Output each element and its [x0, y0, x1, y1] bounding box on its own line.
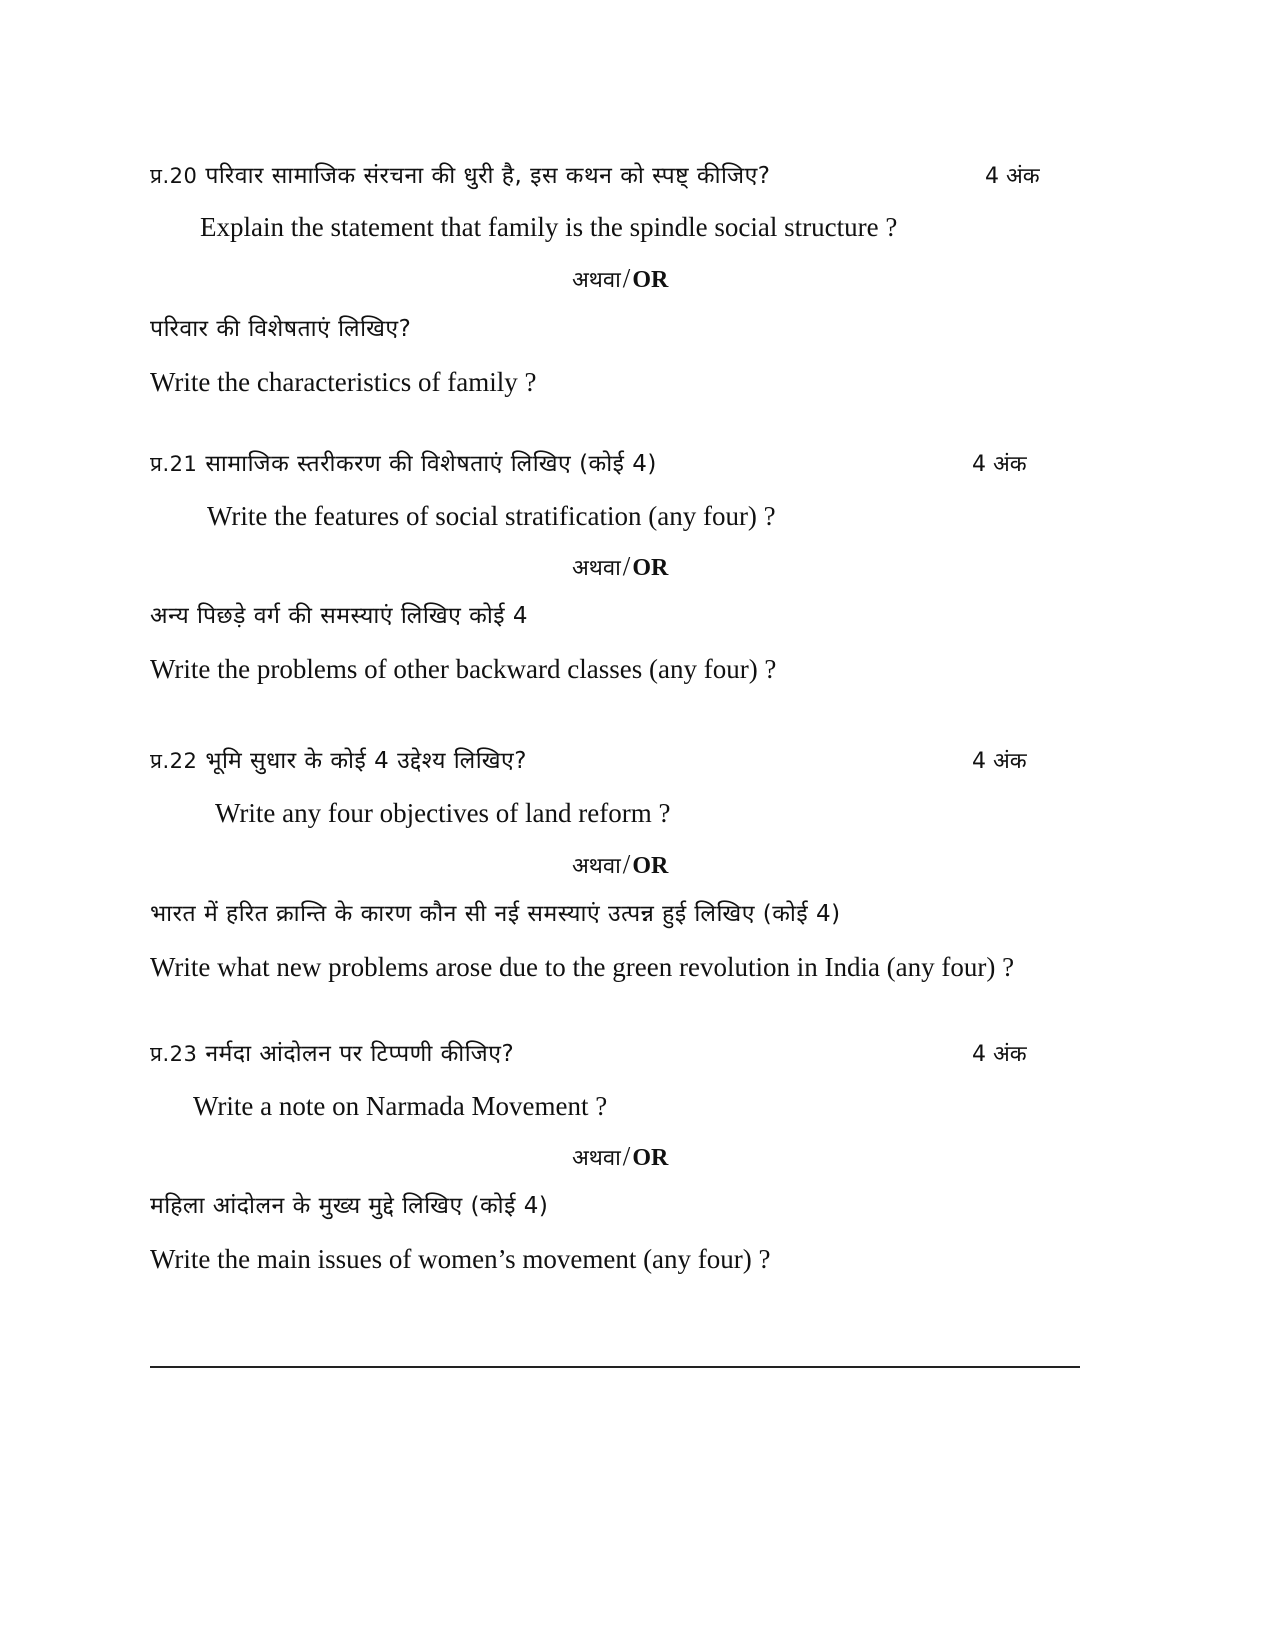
- q23-english-text: Write a note on Narmada Movement ?: [193, 1091, 608, 1121]
- q21-alt-english-text: Write the problems of other backward classes (any four) ?: [150, 654, 777, 684]
- q22-alt-hindi-text: भारत में हरित क्रान्ति के कारण कौन सी नई समस्याएं उत्पन्न हुई लिखिए (कोई 4): [150, 901, 841, 927]
- q21-or-hindi: अथवा: [572, 556, 621, 581]
- q23-alt-english-text: Write the main issues of women’s movement (any four) ?: [150, 1244, 771, 1274]
- q20-number: प्र.20: [150, 164, 198, 188]
- q23-or-slash: /: [622, 1141, 631, 1171]
- q23-hindi-text: नर्मदा आंदोलन पर टिप्पणी कीजिए?: [205, 1041, 515, 1067]
- q22-or-separator: [572, 851, 668, 878]
- q22-number: प्र.22: [150, 749, 198, 773]
- q20-or-slash: /: [622, 263, 631, 293]
- q22-or-english: OR: [632, 853, 669, 879]
- q21-or-separator: [572, 553, 668, 580]
- section-end-rule: [150, 1366, 1080, 1368]
- q22-hindi-text: भूमि सुधार के कोई 4 उद्देश्य लिखिए?: [205, 748, 527, 774]
- q20-hindi-text: परिवार सामाजिक संरचना की धुरी है, इस कथन को स्पष्ट् कीजिए?: [205, 163, 771, 189]
- q21-marks: 4 अंक: [972, 452, 1027, 477]
- q21-hindi-text: सामाजिक स्तरीकरण की विशेषताएं लिखिए (कोई 4): [205, 451, 657, 477]
- q23-or-hindi: अथवा: [572, 1146, 621, 1171]
- q21-number: प्र.21: [150, 452, 198, 476]
- q20-english-text: Explain the statement that family is the spindle social structure ?: [200, 212, 898, 242]
- q21-or-slash: /: [622, 551, 631, 581]
- q22-english-text: Write any four objectives of land reform ?: [215, 798, 671, 828]
- q22-or-hindi: अथवा: [572, 854, 621, 879]
- q21-hindi-line: [150, 453, 657, 476]
- q20-or-hindi: अथवा: [572, 268, 621, 293]
- q21-or-english: OR: [632, 555, 669, 581]
- q23-or-english: OR: [632, 1145, 669, 1171]
- q23-marks: 4 अंक: [972, 1042, 1027, 1067]
- q23-hindi-line: [150, 1043, 514, 1066]
- q23-number: प्र.23: [150, 1042, 198, 1066]
- q23-alt-hindi-text: महिला आंदोलन के मुख्य मुद्दे लिखिए (कोई 4): [150, 1193, 549, 1219]
- q22-marks: 4 अंक: [972, 749, 1027, 774]
- q22-or-slash: /: [622, 849, 631, 879]
- q20-alt-hindi-text: परिवार की विशेषताएं लिखिए?: [150, 316, 412, 342]
- q20-hindi-line: [150, 165, 771, 188]
- q21-alt-hindi-text: अन्य पिछड़े वर्ग की समस्याएं लिखिए कोई 4: [150, 603, 529, 629]
- q20-or-english: OR: [632, 267, 669, 293]
- q20-marks: 4 अंक: [985, 164, 1040, 189]
- q22-alt-english-text: Write what new problems arose due to the green revolution in India (any four) ?: [150, 952, 1015, 982]
- q23-or-separator: [572, 1143, 668, 1170]
- q21-english-text: Write the features of social stratification (any four) ?: [207, 501, 776, 531]
- q20-alt-english-text: Write the characteristics of family ?: [150, 367, 537, 397]
- q20-or-separator: [572, 265, 668, 292]
- q22-hindi-line: [150, 750, 527, 773]
